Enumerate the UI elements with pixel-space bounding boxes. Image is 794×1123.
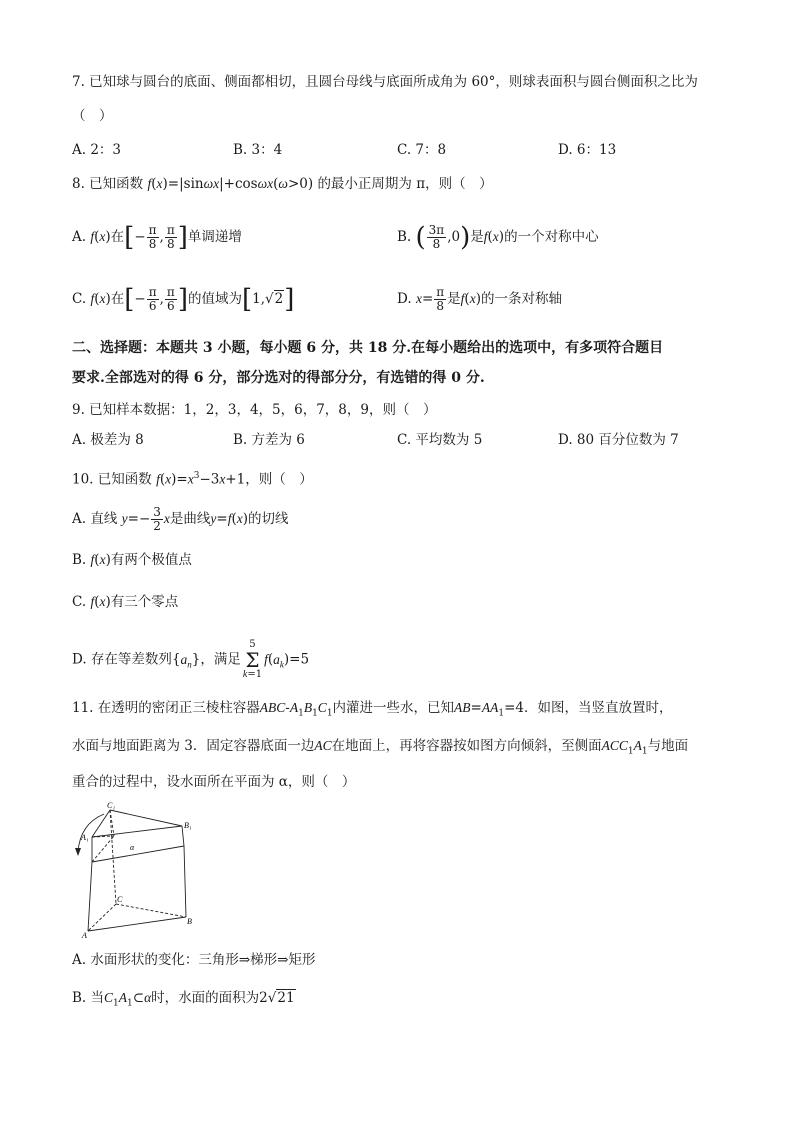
q9-option-a: A. 极差为 8 [72,432,144,448]
q11-option-b: B. 当$C_1A_1\subset\alpha$时，水面的面积为2√21 [72,990,295,1009]
q10-option-a: A. 直线 y=− $\frac{3}{2}$ x是曲线y=f(x)的切线 [72,505,289,533]
q8-option-c: C. f(x)在[− $\frac{\pi}{6}$ , $\frac{\pi}{6}$ ]的值域为[1,√2] [72,284,295,315]
q10-option-d: D. 存在等差数列$\{a_n\}$，满足5 Σ $k=1f(a_k)=5$ [72,639,310,680]
label-a: A [82,931,87,940]
label-b1: B₁ [184,821,192,830]
q9-option-c: C. 平均数为 5 [397,432,483,448]
label-c: C [117,895,123,904]
q11-line1: 11. 在透明的密闭正三棱柱容器ABC-$A_1B_1C_1$内灌进一些水，已知$AB=AA_1=4$．如图，当竖直放置时， [72,700,673,719]
q9-option-d: D. 80 百分位数为 7 [558,432,679,448]
q8-formula: f(x)=|sinωx|+cosωx(ω>0) [147,176,314,192]
label-a1: A₁ [81,833,89,842]
q9-option-b: B. 方差为 6 [233,432,305,448]
q8-option-d: D. x= $\frac{\pi}{8}$ 是f(x)的一条对称轴 [397,285,562,313]
prism-figure [74,800,214,940]
q9-stem: 9. 已知样本数据：1，2，3，4，5，6，7，8，9，则（ ） [72,402,437,418]
q7-option-b: B. 3：4 [233,142,283,158]
q7-option-a: A. 2：3 [72,142,122,158]
section2-heading-line1: 二、选择题：本题共 3 小题，每小题 6 分，共 18 分.在每小题给出的选项中，有多项符合题目 [72,340,664,356]
label-c1: C₁ [107,801,116,810]
q10-option-c: C. f(x)有三个零点 [72,594,179,610]
label-b: B [187,917,192,926]
q10-option-b: B. f(x)有两个极值点 [72,552,192,568]
q7-option-d: D. 6：13 [558,142,617,158]
q10-stem: 10. 已知函数 $f(x)=x^3-3x+1$，则（ ） [72,471,313,488]
q7-stem: 7. 已知球与圆台的底面、侧面都相切，且圆台母线与底面所成角为 60°，则球表面积与圆台侧面积之比为 [72,74,698,90]
q11-line2: 水面与地面距离为 3．固定容器底面一边AC在地面上，再将容器按如图方向倾斜，至侧面$ACC_1A_1$与地面 [72,738,689,757]
q8-option-b: B. ( $\frac{3\pi}{8}$ ,0)是f(x)的一个对称中心 [397,222,599,253]
q8-label: 8. 已知函数 [72,176,144,192]
q8-suffix: 的最小正周期为 π，则（ ） [317,176,493,192]
q8-option-a: A. f(x)在[− $\frac{\pi}{8}$ , $\frac{\pi}{8}$ ]单调递增 [72,222,242,253]
q7-stem-paren: （ ） [72,108,113,124]
q7-option-c: C. 7：8 [397,142,447,158]
q8-stem [72,174,493,194]
label-alpha: α [130,843,135,852]
q11-option-a: A. 水面形状的变化：三角形⇒梯形⇒矩形 [72,952,316,968]
section2-heading-line2: 要求.全部选对的得 6 分，部分选对的得部分分，有选错的得 0 分. [72,370,485,386]
q11-line3: 重合的过程中，设水面所在平面为 α，则（ ） [72,774,356,790]
